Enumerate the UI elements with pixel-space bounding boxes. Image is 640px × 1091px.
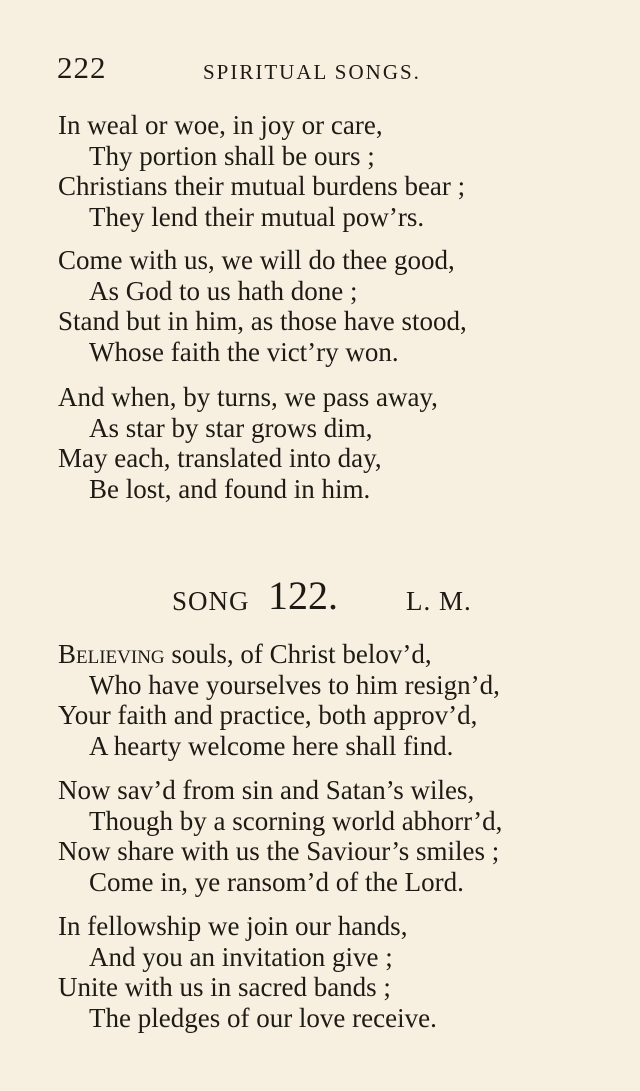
verse-line: Now sav’d from sin and Satan’s wiles,	[58, 775, 475, 805]
verse-line: Now share with us the Saviour’s smiles ;	[58, 836, 500, 866]
verse-line: A hearty welcome here shall find.	[89, 730, 454, 761]
verse-line: Come with us, we will do thee good,	[58, 245, 455, 275]
verse-line: Be lost, and found in him.	[89, 473, 371, 504]
song-stanza-3	[58, 911, 618, 1033]
verse-line: In weal or woe, in joy or care,	[58, 110, 383, 140]
verse-line: And when, by turns, we pass away,	[58, 382, 438, 412]
verse-line: Stand but in him, as those have stood,	[58, 306, 467, 336]
stanza-2	[58, 245, 618, 367]
stanza-1	[58, 110, 618, 232]
verse-line: Unite with us in sacred bands ;	[58, 972, 391, 1002]
verse-line: The pledges of our love receive.	[89, 1002, 437, 1033]
verse-line: And you an invitation give ;	[89, 941, 393, 972]
verse-line: As God to us hath done ;	[89, 275, 358, 306]
verse-line: Thy portion shall be ours ;	[89, 140, 375, 171]
stanza-3	[58, 382, 618, 504]
verse-line: Though by a scorning world abhorr’d,	[89, 805, 503, 836]
page-header	[57, 50, 577, 90]
verse-line: Come in, ye ransom’d of the Lord.	[89, 866, 464, 897]
verse-line: Your faith and practice, both approv’d,	[58, 700, 478, 730]
song-heading	[0, 572, 640, 622]
first-word: Believing	[58, 639, 165, 669]
song-meter: L. M.	[406, 586, 472, 616]
verse-line: Christians their mutual burdens bear ;	[58, 171, 466, 201]
song-stanza-2	[58, 775, 618, 897]
verse-line: Who have yourselves to him resign’d,	[89, 669, 500, 700]
song-number: 122.	[268, 573, 338, 618]
verse-line	[58, 639, 618, 670]
page-number: 222	[57, 50, 107, 85]
verse-line: In fellowship we join our hands,	[58, 911, 408, 941]
verse-line: They lend their mutual pow’rs.	[89, 201, 425, 232]
verse-line: Whose faith the vict’ry won.	[89, 336, 399, 367]
song-label: SONG	[172, 586, 250, 616]
verse-line-rest: souls, of Christ belov’d,	[164, 639, 432, 669]
song-stanza-1	[58, 639, 618, 761]
running-head: SPIRITUAL SONGS.	[203, 60, 421, 84]
verse-line: As star by star grows dim,	[89, 412, 373, 443]
verse-line: May each, translated into day,	[58, 443, 382, 473]
